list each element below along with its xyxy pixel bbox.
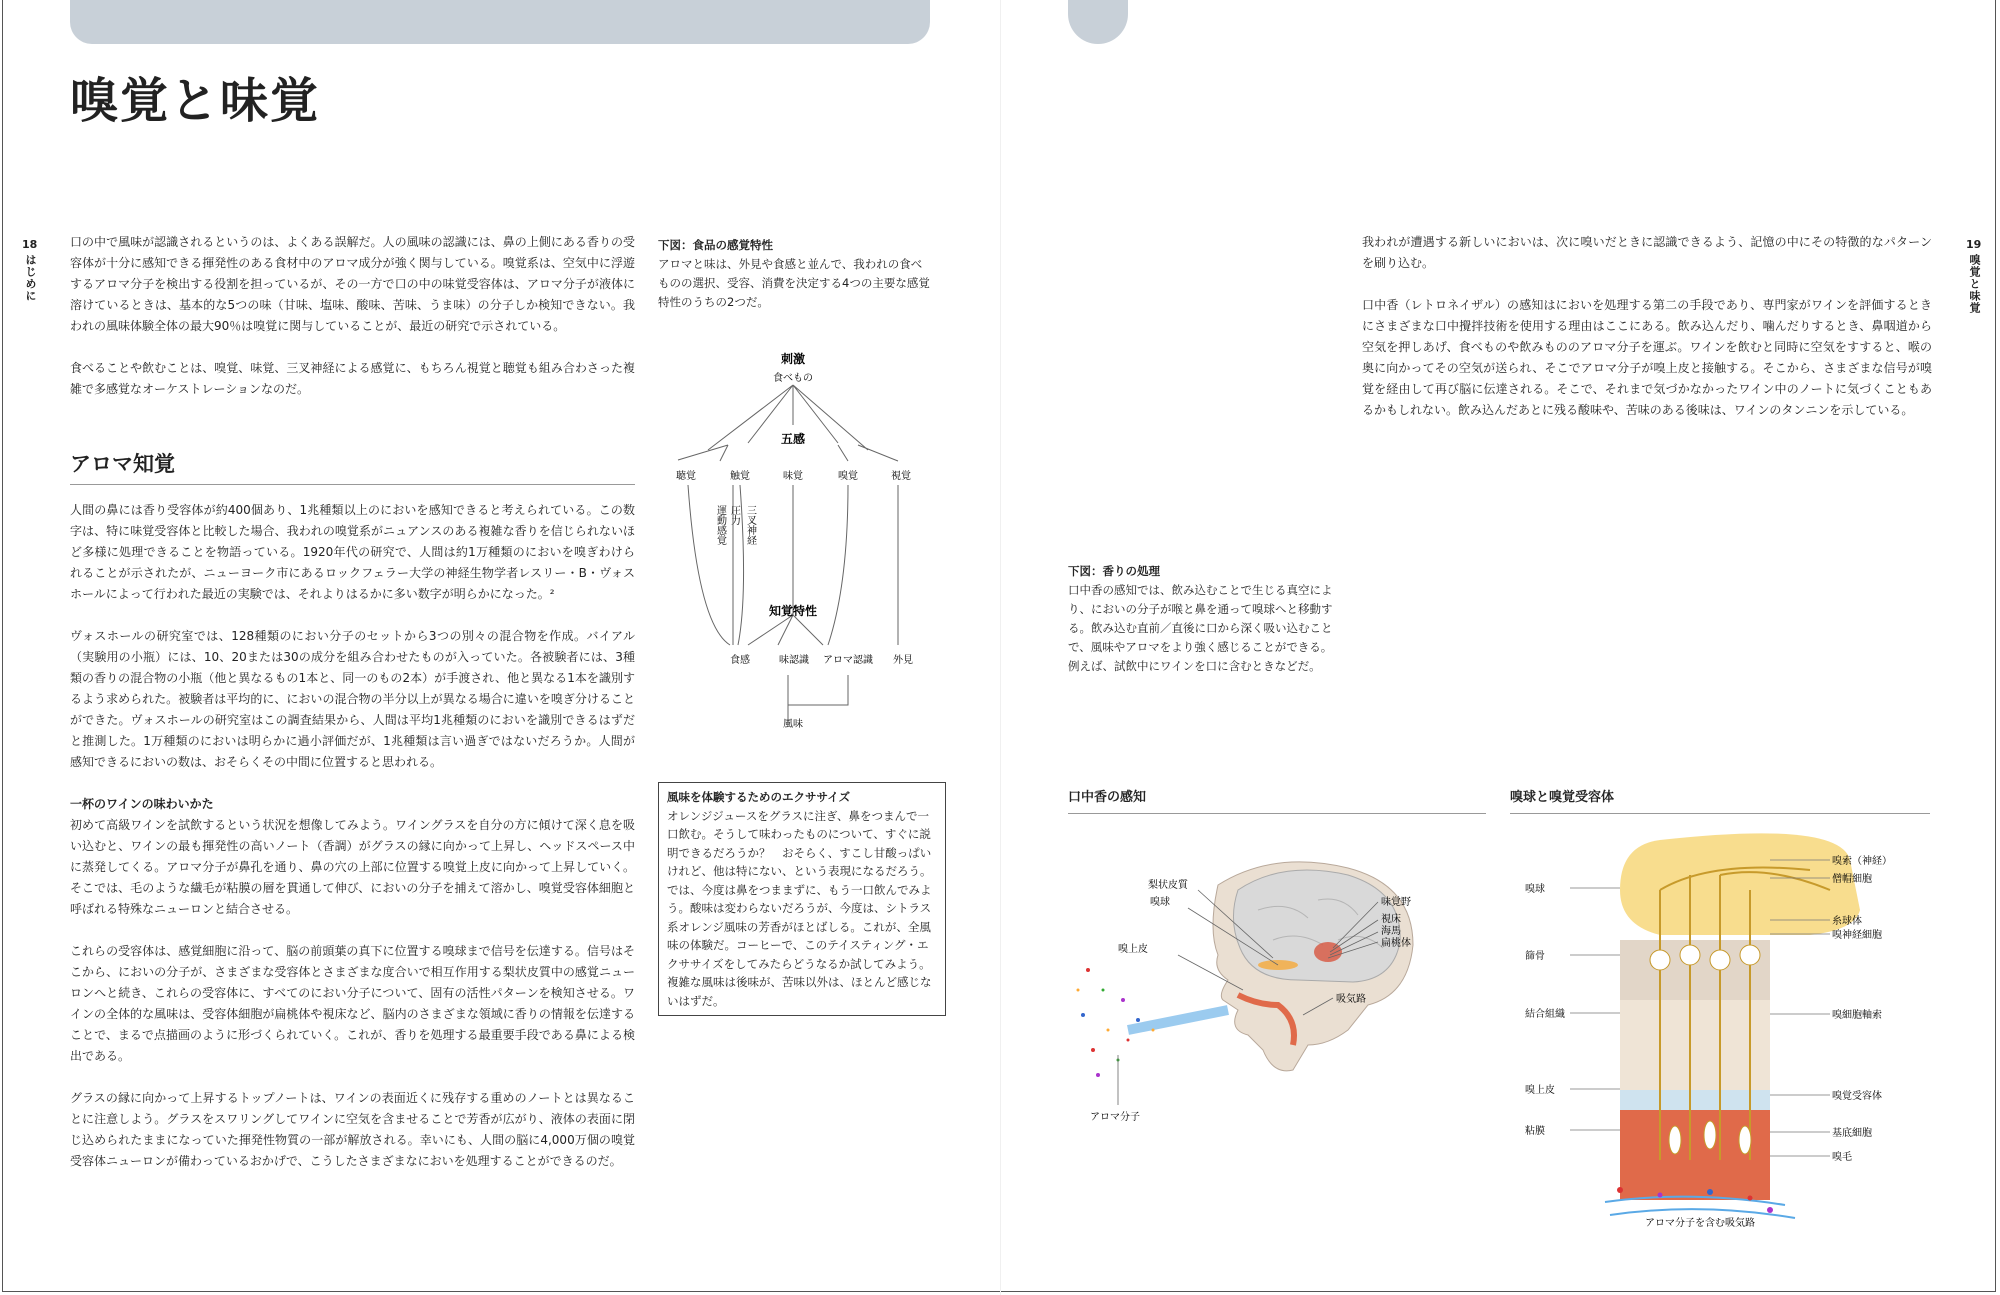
node-trigeminal: 三叉神経	[744, 505, 756, 545]
senses-caption-text: アロマと味は、外見や食感と並んで、我われの食べものの選択、受容、消費を決定する4つの主要な感覚特性のうちの2つだ。	[658, 257, 930, 309]
node-hearing: 聴覚	[676, 471, 696, 482]
intro-paragraph-1: 口の中で風味が認識されるというのは、よくある誤解だ。人の風味の認識には、鼻の上側にある香りの受容体が十分に感知できる揮発性のある食材中のアロマ成分が強く関与している。嗅覚系は、空気中に浮遊するアロマ分子を検出する役割を担っているが、その一方で口の中の味覚受容体は、アロマ分子が液体に溶けているときは、基本的な5つの味（甘味、塩味、酸味、苦味、うま味）の分子しか検知できない。我われの風味体験全体の最大90％は嗅覚に関与していることが、最近の研究で示されている。	[70, 235, 635, 333]
intro-text	[70, 232, 635, 421]
label-basal: 基底細胞	[1832, 1128, 1872, 1139]
right-text	[1362, 232, 1932, 442]
node-sight: 視覚	[891, 471, 911, 482]
wine-paragraph-2: これらの受容体は、感覚細胞に沿って、脳の前頭葉の真下に位置する嗅球まで信号を伝達する。信号はそこから、においの分子が、さまざまな受容体とさまざまな度合いで相互作用する梨状皮質中の感覚ニューロンへと続き、これらの受容体に、すべてのにおい分子について、固有の活性パターンを検知させる。ワインの全体的な風味は、受容体細胞が扁桃体や視床など、脳内のさまざまな領域に香りの情報を伝達することで、まるで点描画のように形づくられていく。これが、香りを処理する最重要手段である鼻による検出である。	[70, 944, 635, 1063]
connective-layer	[1620, 1000, 1770, 1090]
running-head-right: 嗅覚と味覚	[1968, 254, 1981, 314]
page-number-right: 19	[1966, 238, 1982, 251]
wine-paragraph-1: 初めて高級ワインを試飲するという状況を想像してみよう。ワイングラスを自分の方に傾けて深く息を吸い込むと、ワインの最も揮発性の高いノート（香調）がグラスの縁に向かって上昇し、ヘッドスペース中に蒸発してくる。アロマ分子が鼻孔を通り、鼻の穴の上部に位置する嗅覚上皮に向かって上昇していく。そこでは、毛のような繊毛が粘膜の層を貫通して伸び、においの分子を捕えて溶かし、嗅覚受容体細胞と呼ばれる特殊なニューロンと結合させる。	[70, 818, 635, 916]
wine-subheading: 一杯のワインの味わいかた	[70, 797, 214, 811]
label-epithelium: 嗅上皮	[1118, 944, 1148, 955]
label-airway-caption: アロマ分子を含む吸気路	[1645, 1218, 1755, 1229]
label-tract: 嗅索（神経）	[1832, 856, 1892, 867]
section-heading-aroma: アロマ知覚	[70, 448, 635, 485]
aroma-text	[70, 500, 635, 1193]
node-touch: 触覚	[730, 471, 750, 482]
page-title: 嗅覚と味覚	[70, 73, 321, 129]
epithelium-layer	[1620, 1110, 1770, 1200]
node-stimulus: 刺激	[780, 352, 806, 366]
exercise-box-title: 風味を体験するためのエクササイズ	[667, 790, 851, 804]
mucus-top	[1620, 1090, 1770, 1110]
intro-paragraph-2: 食べることや飲むことは、嗅覚、味覚、三叉神経による感覚に、もちろん視覚と聴覚も組み合わさった複雑で多感覚なオーケストレーションなのだ。	[70, 361, 635, 396]
label-connective: 結合組織	[1525, 1009, 1565, 1020]
label-olfactory-nerve: 嗅神経細胞	[1832, 930, 1882, 941]
bulb-figure-title: 嗅球と嗅覚受容体	[1510, 786, 1930, 814]
running-head-left: はじめに	[24, 254, 37, 302]
limbic-marker	[1314, 942, 1342, 962]
spine-gutter	[1000, 0, 1001, 1295]
label-epithelium: 嗅上皮	[1525, 1085, 1555, 1096]
processing-caption	[1068, 562, 1343, 676]
node-appearance: 外見	[893, 655, 913, 666]
processing-caption-title: 下図：香りの処理	[1068, 564, 1160, 578]
aroma-paragraph-2: ヴォスホールの研究室では、128種類のにおい分子のセットから3つの別々の混合物を作成。バイアル（実験用の小瓶）には、10、20または30の成分を組み合わせたものが入っていた。各被験者には、3種類の香りの混合物の小瓶（他と異なるもの1本と、同一のもの2本）が手渡され、他と異なる1本を識別するよう求められた。被験者は平均的に、においの混合物の半分以上が異なる場合に違いを嗅ぎ分けることができた。ヴォスホールの研究室はこの調査結果から、人間は平均1兆種類のにおいを識別できるはずだと推測した。1万種類のにおいは明らかに過小評価だが、1兆種類は言い過ぎではないだろうか。人間が感知できるにおいの数は、おそらくその中間に位置すると思われる。	[70, 629, 635, 769]
node-flavor: 風味	[783, 719, 803, 730]
label-airway: 吸気路	[1336, 994, 1366, 1005]
label-receptor: 嗅覚受容体	[1832, 1091, 1882, 1102]
aroma-paragraph-1: 人間の鼻には香り受容体が約400個あり、1兆種類以上のにおいを感知できると考えられている。この数字は、特に味覚受容体と比較した場合、我われの嗅覚系がニュアンスのある複雑な香りを信じられないほど多様に処理できることを物語っている。1920年代の研究で、人間は約1万種類のにおいを嗅ぎわけられることが示されたが、ニューヨーク市にあるロックフェラー大学の神経生物学者レスリー・B・ヴォスホールによって行われた最近の実験では、それよりはるかに多い数字が明らかになった。²	[70, 503, 635, 601]
label-hippocampus: 海馬	[1381, 926, 1401, 937]
label-bulb: 嗅球	[1150, 897, 1170, 908]
node-aroma-recognition: アロマ認識	[823, 655, 873, 666]
page-number-left: 18	[22, 238, 38, 251]
node-pressure: 圧力	[728, 505, 740, 525]
label-mitral: 僧帽細胞	[1832, 874, 1872, 885]
node-movement: 運動感覚	[714, 505, 726, 545]
senses-caption-title: 下図：食品の感覚特性	[658, 238, 773, 252]
airflow	[1128, 1010, 1228, 1030]
label-molecules: アロマ分子	[1090, 1112, 1140, 1123]
label-thalamus: 視床	[1381, 914, 1401, 925]
label-mucus: 粘膜	[1525, 1126, 1545, 1137]
processing-caption-text: 口中香の感知では、飲み込むことで生じる真空により、においの分子が喉と鼻を通って嗅球へと移動する。飲み込む直前／直後に口から深く吸い込むことで、風味やアロマをより強く感じることができる。例えば、試飲中にワインを口に含むときなどだ。	[1068, 583, 1333, 673]
node-food: 食べもの	[773, 373, 813, 384]
exercise-box-text: オレンジジュースをグラスに注ぎ、鼻をつまんで一口飲む。そうして味わったものについて、すぐに説明できるだろうか？ おそらく、すこし甘酸っぱいけれど、他は特にない、という表現になるだろう。では、今度は鼻をつままずに、もう一口飲んでみよう。酸味は変わらないだろうが、今度は、シトラス系オレンジ風味の芳香がほとばしる。これが、全風味の体験だ。コーヒーで、このテイスティング・エクササイズをしてみたらどうなるか試してみよう。複雑な風味は後味が、苦味以外は、ほとんど感じないはずだ。	[667, 808, 932, 1008]
label-ethmoid: 篩骨	[1525, 951, 1545, 962]
node-perceptual: 知覚特性	[768, 604, 818, 618]
right-paragraph-2: 口中香（レトロネイザル）の感知はにおいを処理する第二の手段であり、専門家がワインを評価するときにさまざまな口中攪拌技術を使用する理由はここにある。飲み込んだり、噛んだりするとき、鼻咽道から空気を押しあげ、食べものや飲みもののアロマ分子を運ぶ。ワインを飲むと同時に空気をすすると、喉の奥に向かってその空気が送られ、そこでアロマ分子が嗅上皮と接触する。そこから、さまざまな信号が嗅覚を経由して再び脳に伝達される。そこで、それまで気づかなかったワイン中のノートに気づくこともあるかもしれない。飲み込んだあとに残る酸味や、苦味のある後味は、ワインのタンニンを示している。	[1362, 298, 1932, 417]
label-amygdala: 扁桃体	[1381, 938, 1411, 949]
node-taste: 味覚	[783, 471, 803, 482]
right-paragraph-1: 我われが遭遇する新しいにおいは、次に嗅いだときに認識できるよう、記憶の中にその特徴的なパターンを刷り込む。	[1362, 235, 1932, 270]
label-piriform: 梨状皮質	[1148, 880, 1188, 891]
wine-paragraph-3: グラスの縁に向かって上昇するトップノートは、ワインの表面近くに残存する重めのノートとは異なることに注意しよう。グラスをスワリングしてワインに空気を含ませることで芳香が広がり、液体の表面に閉じ込められたままになっていた揮発性物質の一部が解放される。幸いにも、人間の脳に4,000万個の嗅覚受容体ニューロンが備わっているおかげで、こうしたさまざまなにおいを処理することができるのだ。	[70, 1091, 635, 1168]
header-bar-left	[70, 0, 930, 44]
label-axon: 嗅細胞軸索	[1832, 1010, 1882, 1021]
label-bulb: 嗅球	[1525, 884, 1545, 895]
label-glomerulus: 糸球体	[1832, 916, 1862, 927]
node-smell: 嗅覚	[838, 471, 858, 482]
bulb-illustration	[1510, 830, 1940, 1230]
retronasal-illustration	[1068, 830, 1488, 1130]
label-gustatory: 味覚野	[1381, 897, 1411, 908]
node-texture: 食感	[730, 655, 750, 666]
retronasal-figure-title: 口中香の感知	[1068, 786, 1486, 814]
node-taste-recognition: 味認識	[779, 655, 809, 666]
exercise-box	[658, 782, 946, 1016]
senses-caption	[658, 236, 933, 312]
label-cilia: 嗅毛	[1832, 1152, 1852, 1163]
node-five-senses: 五感	[780, 432, 806, 446]
senses-diagram	[658, 345, 933, 735]
